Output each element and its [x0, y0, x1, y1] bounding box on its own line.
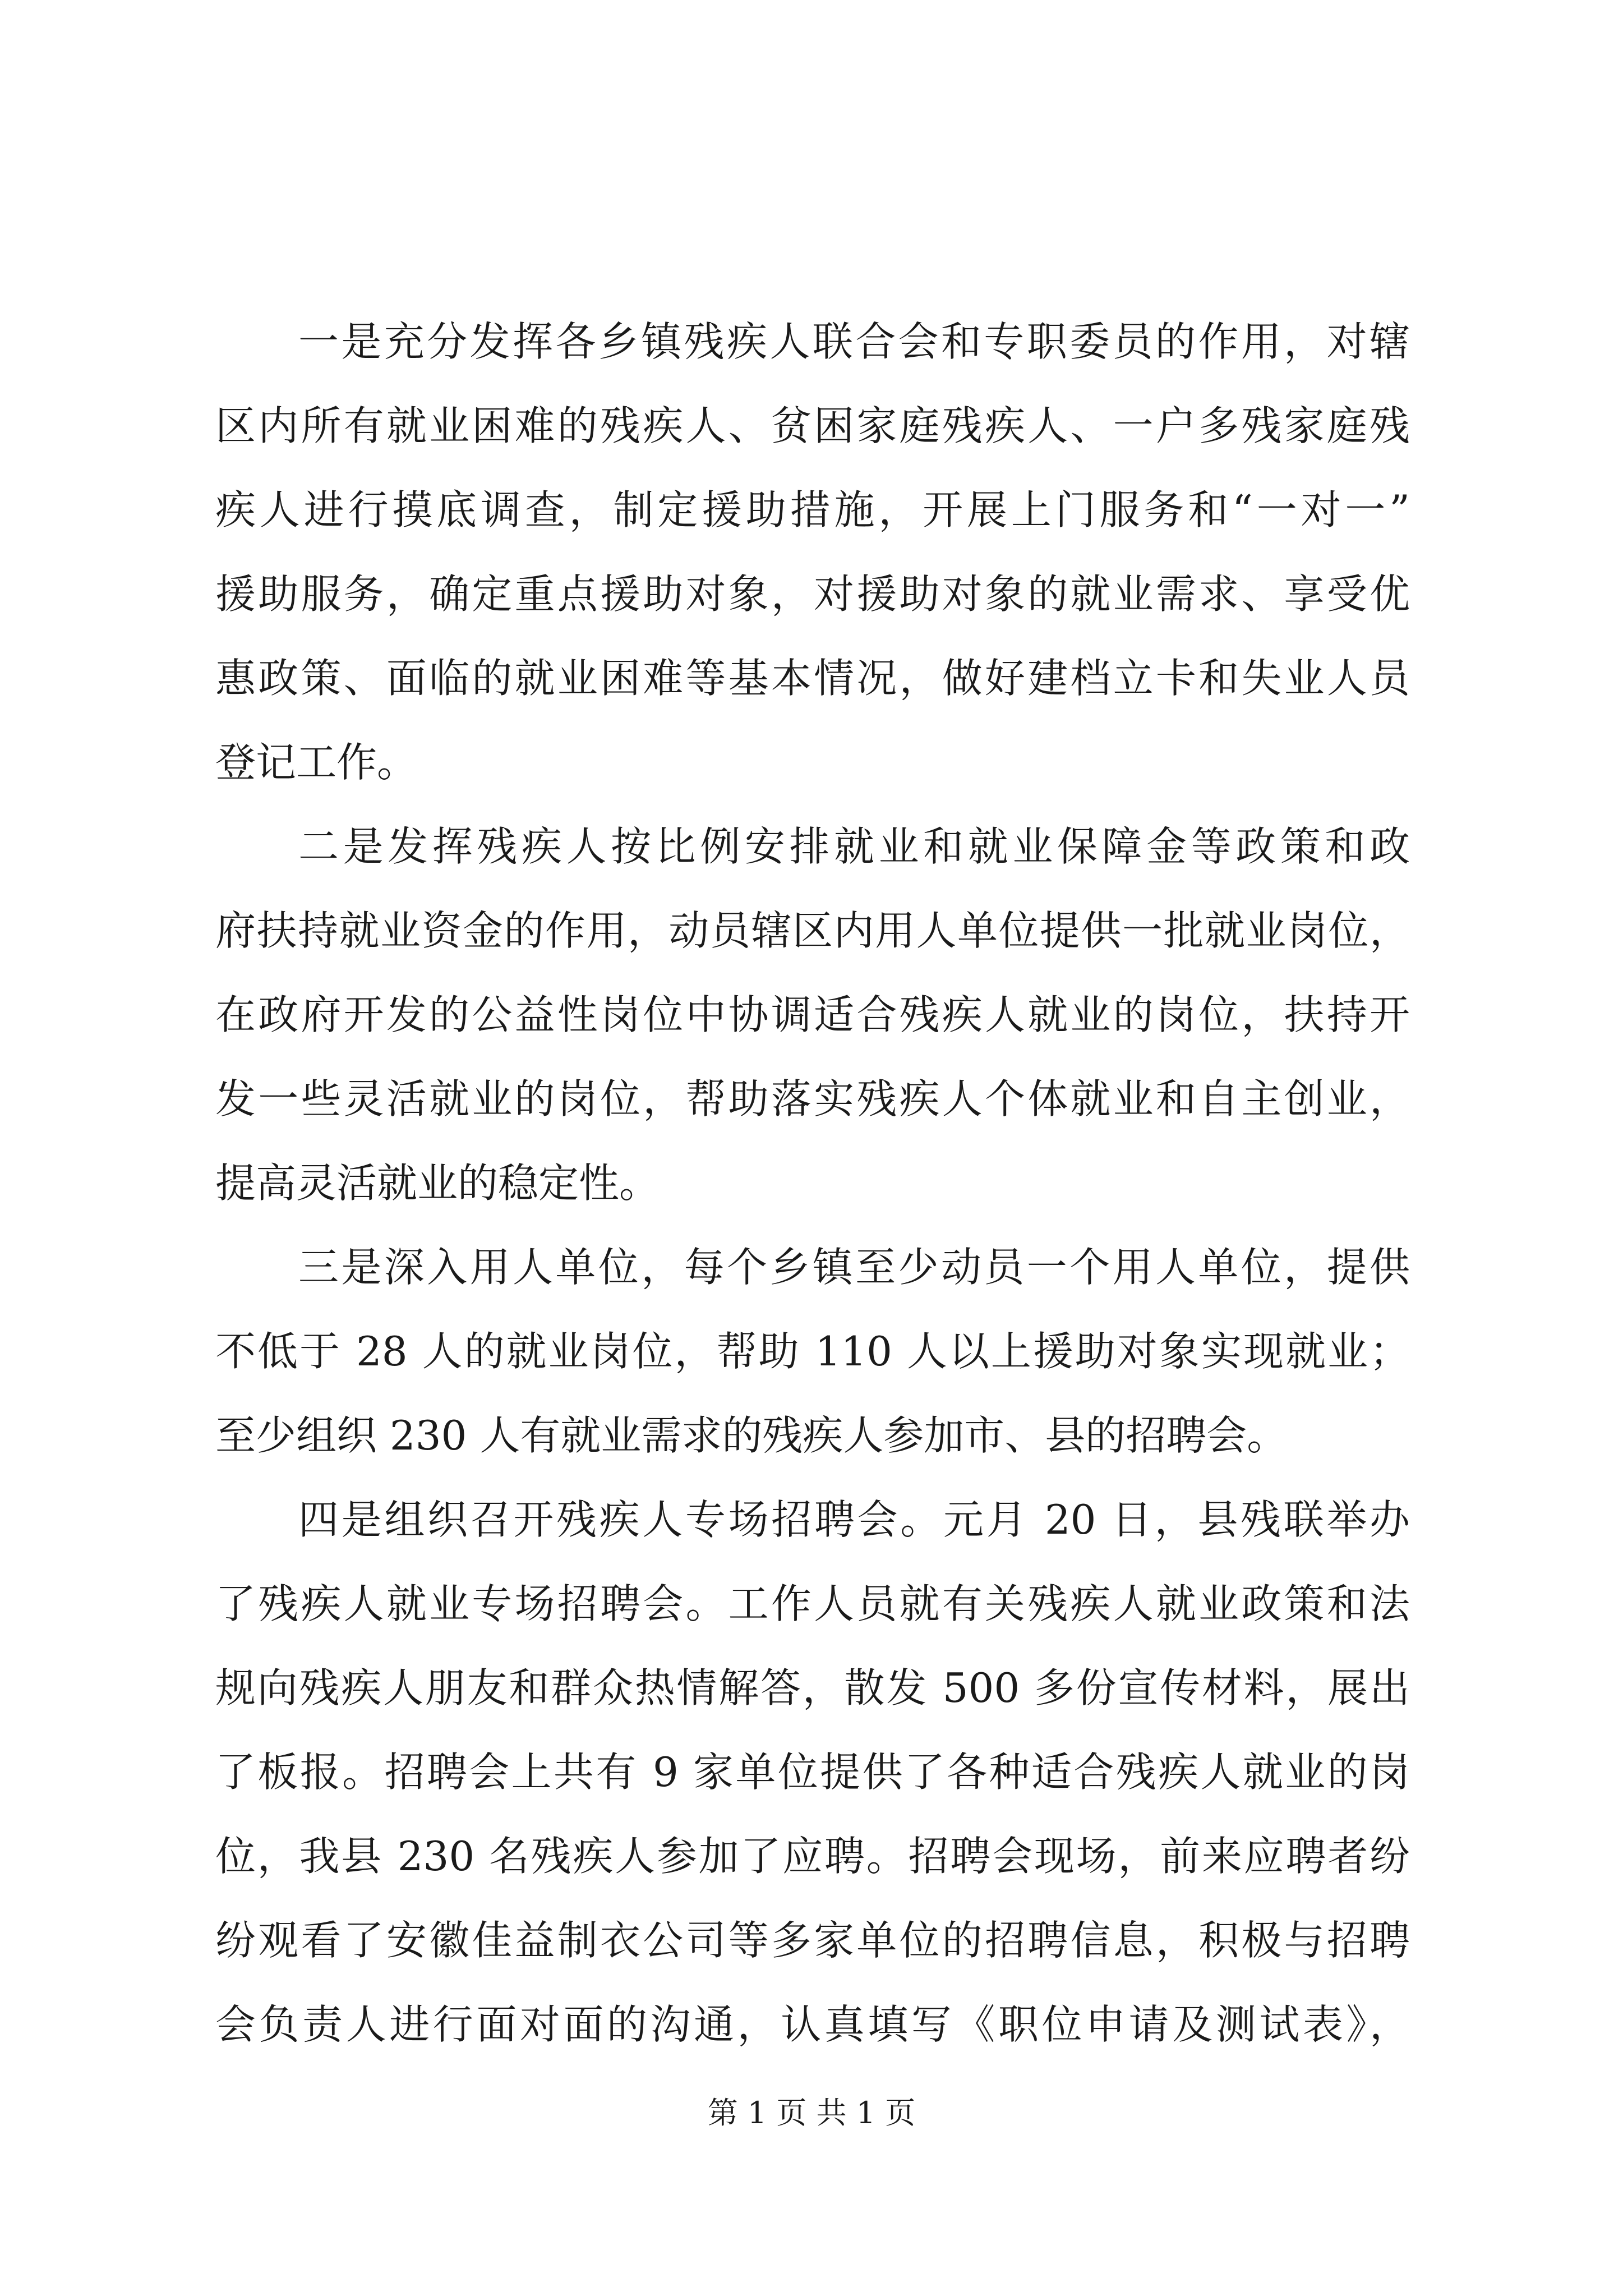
paragraph-4-line-1: 四是组织召开残疾人专场招聘会。元月 20 日，县残联举办 [298, 1496, 1410, 1543]
paragraph-2-line-2: 府扶持就业资金的作用，动员辖区内用人单位提供一批就业岗位， [215, 907, 1410, 954]
paragraph-1-line-2: 区内所有就业困难的残疾人、贫困家庭残疾人、一户多残家庭残 [215, 402, 1410, 449]
paragraph-4-line-4: 了板报。招聘会上共有 9 家单位提供了各种适合残疾人就业的岗 [215, 1749, 1410, 1796]
page-number-footer: 第 1 页 共 1 页 [707, 2095, 916, 2131]
paragraph-4-line-3: 规向残疾人朋友和群众热情解答，散发 500 多份宣传材料，展出 [215, 1664, 1410, 1711]
paragraph-2-line-3: 在政府开发的公益性岗位中协调适合残疾人就业的岗位，扶持开 [215, 991, 1410, 1038]
paragraph-4-line-6: 纷观看了安徽佳益制衣公司等多家单位的招聘信息，积极与招聘 [215, 1917, 1410, 1964]
paragraph-1-line-3: 疾人进行摸底调查，制定援助措施，开展上门服务和“一对一” [215, 486, 1410, 533]
paragraph-3-line-1: 三是深入用人单位，每个乡镇至少动员一个用人单位，提供 [298, 1244, 1410, 1291]
document-body [215, 300, 1410, 2067]
paragraph-2-line-5: 提高灵活就业的稳定性。 [215, 1159, 660, 1207]
paragraph-3-line-3: 至少组织 230 人有就业需求的残疾人参加市、县的招聘会。 [215, 1412, 1288, 1459]
paragraph-1-line-4: 援助服务，确定重点援助对象，对援助对象的就业需求、享受优 [215, 570, 1410, 618]
paragraph-1-line-6: 登记工作。 [215, 739, 418, 786]
paragraph-1-line-5: 惠政策、面临的就业困难等基本情况，做好建档立卡和失业人员 [215, 655, 1410, 702]
paragraph-3-line-2: 不低于 28 人的就业岗位，帮助 110 人以上援助对象实现就业； [215, 1328, 1410, 1375]
paragraph-2-line-4: 发一些灵活就业的岗位，帮助落实残疾人个体就业和自主创业， [215, 1075, 1410, 1122]
paragraph-2-line-1: 二是发挥残疾人按比例安排就业和就业保障金等政策和政 [298, 823, 1410, 870]
paragraph-4-line-7: 会负责人进行面对面的沟通，认真填写《职位申请及测试表》， [215, 2001, 1410, 2048]
paragraph-4-line-5: 位，我县 230 名残疾人参加了应聘。招聘会现场，前来应聘者纷 [215, 1833, 1410, 1880]
paragraph-4-line-2: 了残疾人就业专场招聘会。工作人员就有关残疾人就业政策和法 [215, 1580, 1410, 1627]
paragraph-1-line-1: 一是充分发挥各乡镇残疾人联合会和专职委员的作用，对辖 [298, 318, 1410, 365]
